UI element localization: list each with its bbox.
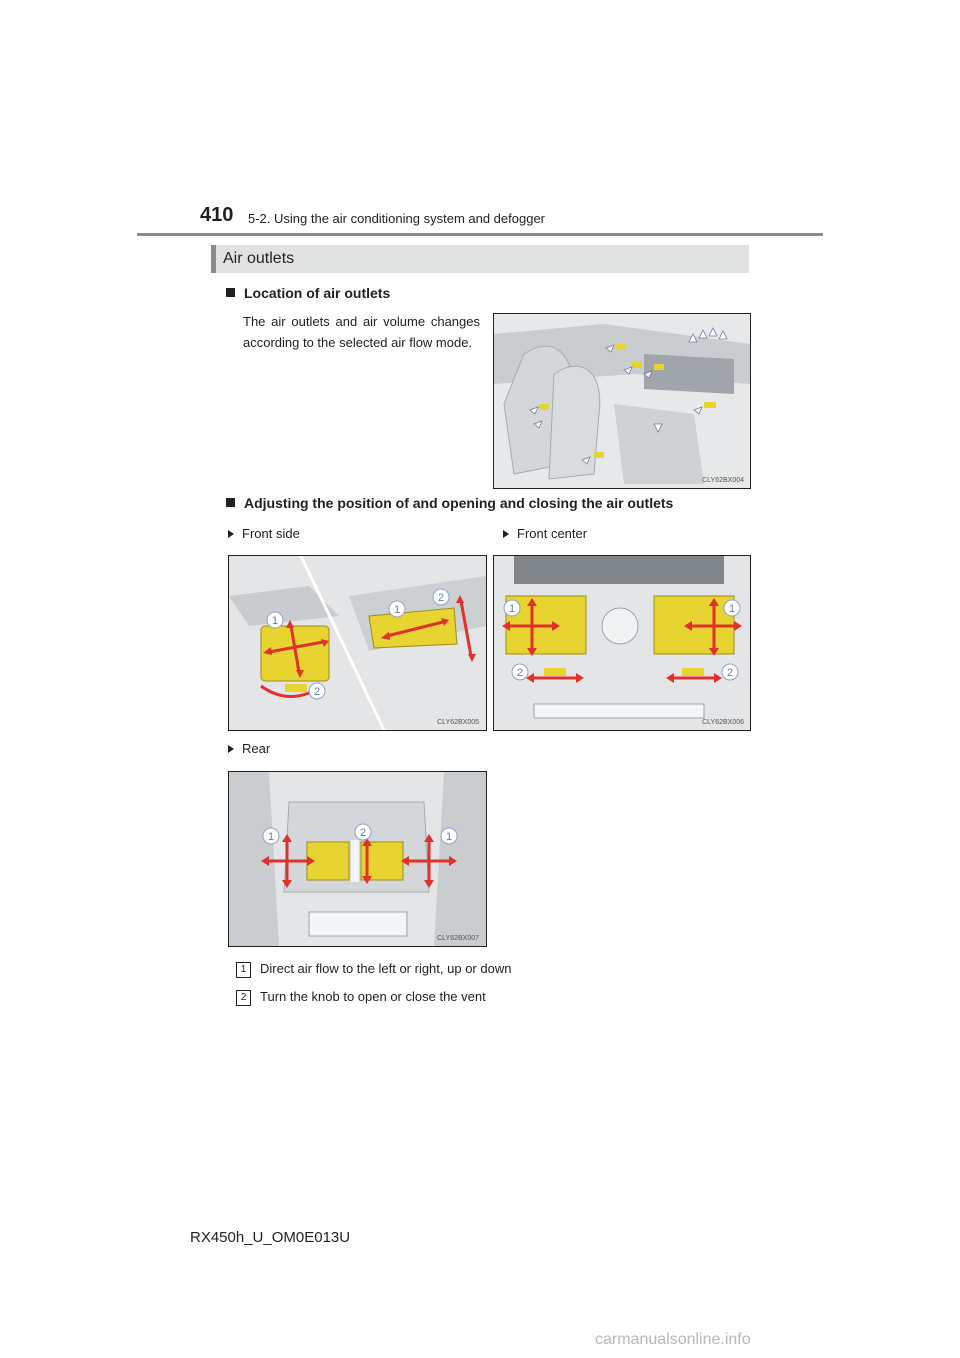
svg-text:2: 2 — [313, 686, 321, 698]
section-heading-bar — [211, 245, 749, 273]
front-side-illustration — [229, 556, 486, 730]
triangle-bullet-icon — [503, 530, 509, 538]
rear-illustration — [229, 772, 486, 946]
label-front-center-text: Front center — [517, 526, 588, 541]
adjust-heading — [226, 495, 673, 511]
svg-text:2: 2 — [437, 592, 445, 604]
svg-text:1: 1 — [267, 831, 275, 843]
header-section-title: 5-2. Using the air conditioning system and defogger — [248, 211, 546, 226]
front-center-illustration — [494, 556, 750, 730]
legend-text: Direct air flow to the left or right, up or down — [260, 961, 512, 976]
legend-item — [236, 989, 486, 1006]
rear-figure — [228, 771, 487, 947]
figure-code: CLY62BX004 — [702, 477, 744, 484]
label-front-side-text: Front side — [242, 526, 300, 541]
cabin-outlets-figure — [493, 313, 751, 489]
location-description: The air outlets and air volume changes according to the selected air flow mode. — [243, 314, 480, 350]
adjust-heading-text: Adjusting the position of and opening and closing the air outlets — [244, 495, 674, 511]
svg-text:2: 2 — [359, 827, 367, 839]
section-accent — [211, 245, 216, 273]
front-center-figure — [493, 555, 751, 731]
label-rear — [228, 741, 270, 756]
svg-text:1: 1 — [445, 831, 453, 843]
legend-item — [236, 961, 511, 978]
location-heading — [226, 285, 390, 301]
triangle-bullet-icon — [228, 530, 234, 538]
figure-code: CLY62BX006 — [702, 719, 744, 726]
label-front-side — [228, 526, 300, 541]
svg-text:1: 1 — [508, 603, 516, 615]
legend-text: Turn the knob to open or close the vent — [260, 989, 486, 1004]
svg-text:1: 1 — [393, 604, 401, 616]
svg-text:2: 2 — [516, 667, 524, 679]
triangle-bullet-icon — [228, 745, 234, 753]
figure-code: CLY62BX007 — [437, 935, 479, 942]
label-rear-text: Rear — [242, 741, 271, 756]
cabin-outlets-illustration — [494, 314, 750, 488]
section-title: Air outlets — [223, 250, 295, 267]
figure-code: CLY62BX005 — [437, 719, 479, 726]
legend-number: 2 — [236, 990, 251, 1006]
label-front-center — [503, 526, 587, 541]
footer-manual-code: RX450h_U_OM0E013U — [190, 1229, 351, 1246]
page-number: 410 — [200, 204, 234, 226]
legend-number: 1 — [236, 962, 251, 978]
location-heading-text: Location of air outlets — [244, 285, 391, 301]
svg-text:1: 1 — [271, 615, 279, 627]
watermark: carmanualsonline.info — [595, 1331, 751, 1348]
svg-text:2: 2 — [726, 667, 734, 679]
front-side-figure — [228, 555, 487, 731]
svg-text:1: 1 — [728, 603, 736, 615]
square-bullet-icon — [226, 498, 235, 507]
header-rule — [137, 233, 823, 236]
square-bullet-icon — [226, 288, 235, 297]
